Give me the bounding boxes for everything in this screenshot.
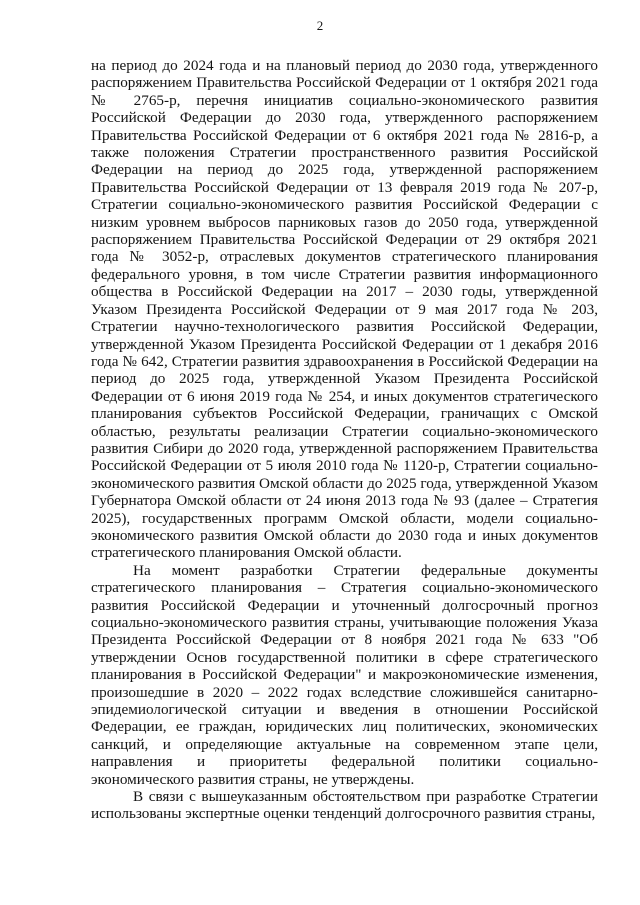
document-body	[91, 57, 598, 823]
page-number: 2	[316, 18, 324, 33]
paragraph-continuation: на период до 2024 года и на плановый период до 2030 года, утвержденного распоряжением Правительства Российской Федерации от 1 октября 2021 года № 2765-р, перечня инициатив социально-экономического развития Российской Федерации до 2030 года, утвержденного распоряжением Правительства Российской Федерации от 6 октября 2021 года № 2816-р, а также положения Стратегии пространственного развития Российской Федерации на период до 2025 года, утвержденной распоряжением Правительства Российской Федерации от 13 февраля 2019 года № 207-р, Стратегии социально-экономического развития Российской Федерации с низким уровнем выбросов парниковых газов до 2050 года, утвержденной распоряжением Правительства Российской Федерации от 29 октября 2021 года № 3052-р, отраслевых документов стратегического планирования федерального уровня, в том числе Стратегии развития информационного общества в Российской Федерации на 2017 – 2030 годы, утвержденной Указом Президента Российской Федерации от 9 мая 2017 года № 203, Стратегии научно-технологического развития Российской Федерации, утвержденной Указом Президента Российской Федерации от 1 декабря 2016 года № 642, Стратегии развития здравоохранения в Российской Федерации на период до 2025 года, утвержденной Указом Президента Российской Федерации от 6 июня 2019 года № 254, и иных документов стратегического планирования субъектов Российской Федерации, граничащих с Омской областью, результаты реализации Стратегии социально-экономического развития Сибири до 2020 года, утвержденной распоряжением Правительства Российской Федерации от 5 июля 2010 года № 1120-р, Стратегии социально-экономического развития Омской области до 2025 года, утвержденной Указом Губернатора Омской области от 24 июня 2013 года № 93 (далее – Стратегия 2025), государственных программ Омской области, модели социально-экономического развития Омской области до 2030 года и иных документов стратегического планирования Омской области.	[91, 57, 598, 562]
paragraph-expert-estimates: В связи с вышеуказанным обстоятельством при разработке Стратегии использованы экспертные оценки тенденций долгосрочного развития страны,	[91, 788, 598, 823]
paragraph-strategy-documents: На момент разработки Стратегии федеральные документы стратегического планирования – Стратегия социально-экономического развития Российской Федерации и уточненный долгосрочный прогноз социально-экономического развития страны, учитывающие положения Указа Президента Российской Федерации от 8 ноября 2021 года № 633 "Об утверждении Основ государственной политики в сфере стратегического планирования в Российской Федерации" и макроэкономические изменения, произошедшие в 2020 – 2022 годах вследствие сложившейся санитарно-эпидемиологической ситуации и введения в отношении Российской Федерации, ее граждан, юридических лиц политических, экономических санкций, и определяющие актуальные на современном этапе цели, направления и приоритеты федеральной политики социально-экономического развития страны, не утверждены.	[91, 561, 598, 788]
